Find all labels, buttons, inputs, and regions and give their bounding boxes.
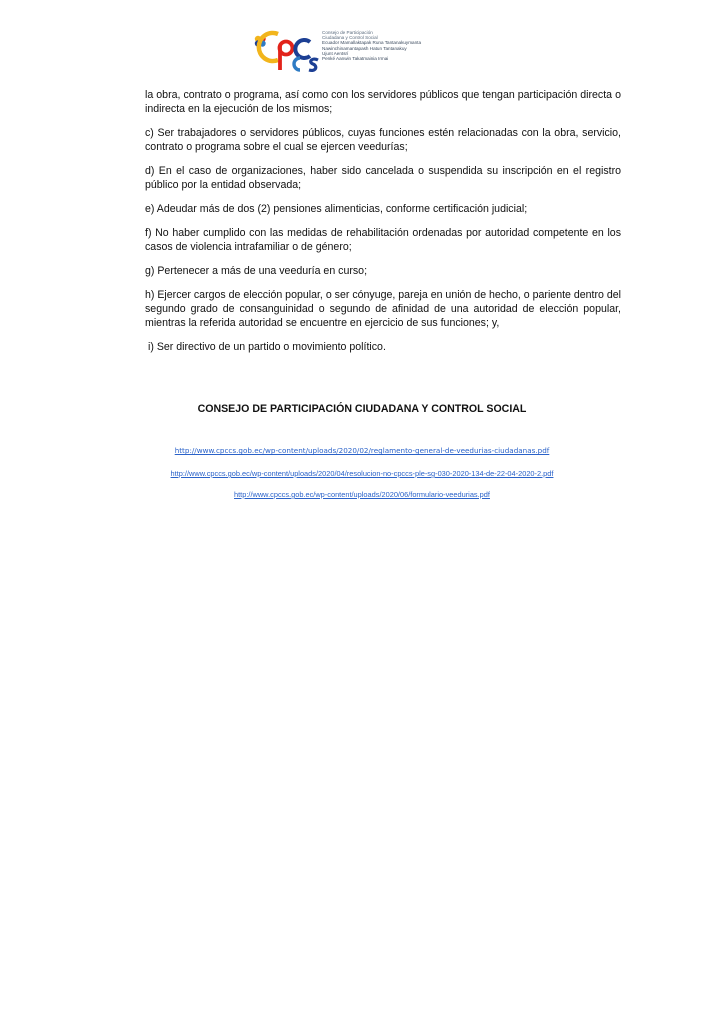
cpccs-logo-mark bbox=[250, 26, 322, 76]
logo-text-lines bbox=[322, 30, 452, 61]
paragraph: d) En el caso de organizaciones, haber sido cancelada o suspendida su inscripción en el registro público por la entidad observada; bbox=[145, 165, 621, 191]
reference-link[interactable]: http://www.cpccs.gob.ec/wp-content/uploads/2020/06/formulario-veedurias.pdf bbox=[234, 490, 490, 499]
document-body bbox=[145, 88, 621, 364]
logo-line: Consejo de Participación bbox=[322, 30, 373, 35]
paragraph: c) Ser trabajadores o servidores públicos, cuyas funciones estén relacionadas con la obra, servicio, contrato o programa sobre el cual se ejercen veedurías; bbox=[145, 127, 621, 153]
paragraph: g) Pertenecer a más de una veeduría en curso; bbox=[145, 265, 368, 277]
reference-link[interactable]: http://www.cpccs.gob.ec/wp-content/uploads/2020/04/resolucion-no-cpccs-ple-sg-030-2020-134-de-22-04-2020-2.pdf bbox=[170, 469, 554, 478]
paragraph: la obra, contrato o programa, así como con los servidores públicos que tengan participación directa o indirecta en la ejecución de los mismos; bbox=[145, 89, 621, 115]
logo-line: Nawinchinamantapash Hatun Tantanakuy bbox=[322, 45, 407, 51]
paragraph: e) Adeudar más de dos (2) pensiones alimenticias, conforme certificación judicial; bbox=[145, 203, 528, 215]
paragraph: i) Ser directivo de un partido o movimiento político. bbox=[148, 341, 386, 353]
logo-line: Ecuador Mamallaktapak Runa Tantanakuymanta bbox=[322, 40, 421, 46]
organization-title: CONSEJO DE PARTICIPACIÓN CIUDADANA Y CONTROL SOCIAL bbox=[197, 403, 527, 415]
paragraph: h) Ejercer cargos de elección popular, o ser cónyuge, pareja en unión de hecho, o pariente dentro del segundo grado de consanguinidad o segundo de afinidad de una autoridad de elección popular, mientras la referida autoridad se encuentre en ejercicio de sus funciones; y, bbox=[145, 289, 621, 329]
reference-link[interactable]: http://www.cpccs.gob.ec/wp-content/uploads/2020/02/reglamento-general-de-veedurias-ciudadanas.pdf bbox=[174, 446, 550, 455]
cpccs-logo bbox=[250, 26, 450, 76]
logo-line: Ujunt Aentsrí bbox=[322, 50, 349, 56]
logo-line: Ciudadana y Control Social bbox=[322, 35, 378, 41]
reference-links bbox=[0, 446, 724, 499]
paragraph: f) No haber cumplido con las medidas de rehabilitación ordenadas por autoridad competente en los casos de violencia intrafamiliar o de género; bbox=[145, 227, 621, 253]
logo-line: Penké Aanwin Takatmainia Irmai bbox=[322, 56, 389, 62]
